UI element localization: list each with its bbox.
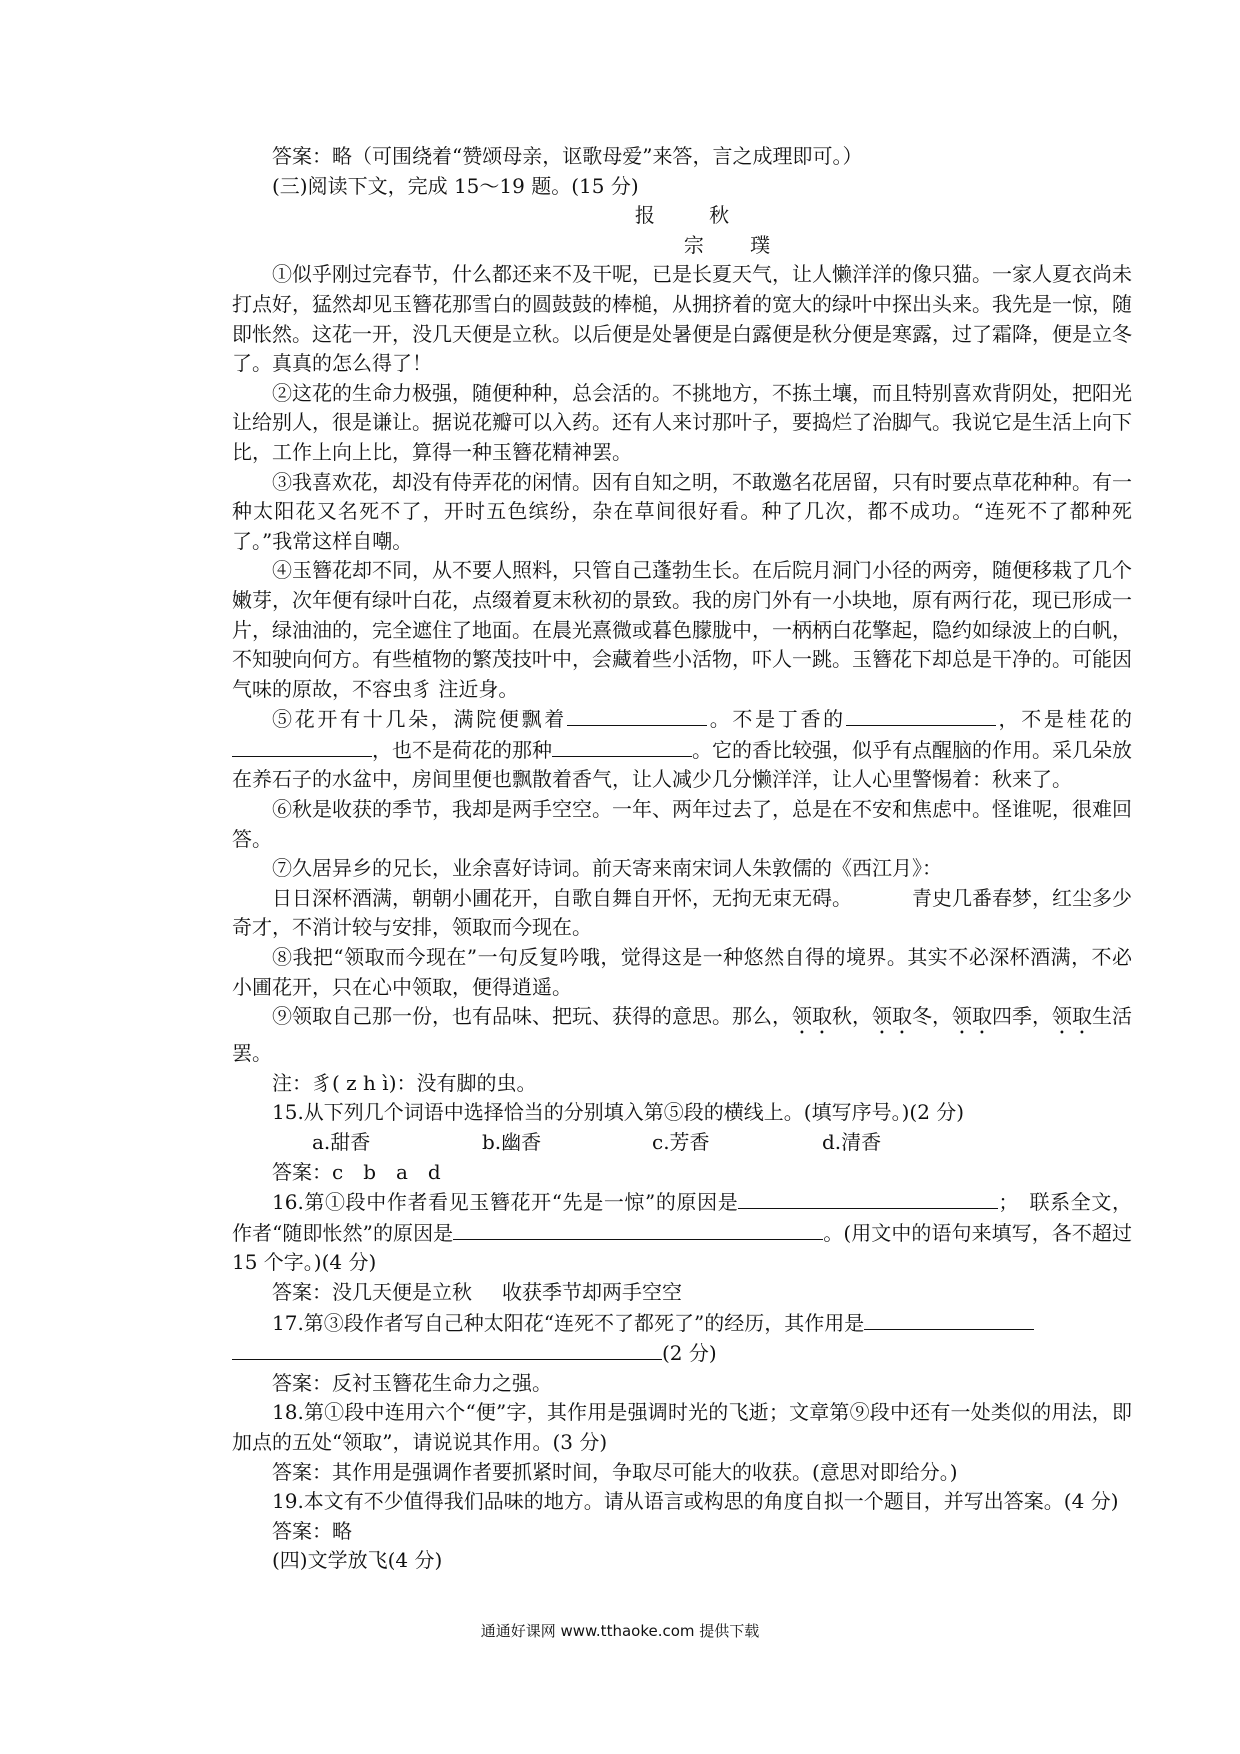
fill-blank-1[interactable] bbox=[567, 704, 707, 726]
paragraph-9-text: 生活罢。 bbox=[232, 1004, 1132, 1066]
question-18: 18.第①段中连用六个“便”字，其作用是强调时光的飞逝；文章第⑨段中还有一处类似的用法，即加点的五处“领取”，请说说其作用。(3 分) bbox=[232, 1400, 1132, 1454]
answer-17: 答案：反衬玉簪花生命力之强。 bbox=[272, 1370, 552, 1395]
fill-blank-3[interactable] bbox=[232, 735, 372, 757]
option-c: c.芳香 bbox=[652, 1130, 710, 1154]
question-15: 15.从下列几个词语中选择恰当的分别填入第⑤段的横线上。(填写序号。)(2 分) bbox=[272, 1100, 965, 1125]
paragraph-5-text: ，也不是荷花的那种 bbox=[372, 737, 552, 762]
dotted-lingqu: 领取 bbox=[872, 1004, 912, 1029]
question-16-text: 16.第①段中作者看见玉簪花开“先是一惊”的原因是 bbox=[272, 1190, 739, 1215]
paragraph-2: ②这花的生命力极强，随便种种，总会活的。不挑地方，不拣土壤，而且特别喜欢背阴处，把阳光让给别人，很是谦让。据说花瓣可以入药。还有人来讨那叶子，要捣烂了治脚气。我说它是生活上向下比，工作上向上比，算得一种玉簪花精神罢。 bbox=[232, 380, 1132, 464]
paragraph-9-text: 秋， bbox=[832, 1004, 872, 1029]
answer-19: 答案：略 bbox=[272, 1518, 352, 1543]
article-author: 宗 璞 bbox=[683, 232, 791, 257]
paragraph-7: ⑦久居异乡的兄长，业余喜好诗词。前天寄来南宋词人朱敦儒的《西江月》： bbox=[272, 856, 942, 881]
answer-blank-16-2[interactable] bbox=[453, 1218, 823, 1240]
question-16 bbox=[232, 1187, 1132, 1278]
question-16-text: 。(用文中的语句来填写，各不超过 15 个字。)(4 分) bbox=[232, 1220, 1132, 1275]
paragraph-4: ④玉簪花却不同，从不要人照料，只管自己蓬勃生长。在后院月洞门小径的两旁，随便移栽了几个嫩芽，次年便有绿叶白花，点缀着夏末秋初的景致。我的房门外有一小块地，原有两行花，现已形成一片，绿油油的，完全遮住了地面。在晨光熹微或暮色朦胧中，一柄柄白花擎起，隐约如绿波上的白帆，不知驶向何方。有些植物的繁茂技叶中，会藏着些小活物，吓人一跳。玉簪花下却总是干净的。可能因气味的原故，不容虫豸 注近身。 bbox=[232, 558, 1132, 701]
question-16-text: ； 联系全文，作者“随即怅然”的原因是 bbox=[232, 1190, 1132, 1245]
question-17-cont bbox=[232, 1338, 1132, 1369]
paragraph-5-text: 。它的香比较强，似乎有点醒脑的作用。采几朵放在养石子的水盆中，房间里便也飘散着香气，让人减少几分懒洋洋，让人心里警惕着：秋来了。 bbox=[232, 737, 1132, 792]
section-3-intro: (三)阅读下文，完成 15～19 题。(15 分) bbox=[272, 173, 639, 198]
answer-blank-16-1[interactable] bbox=[738, 1187, 998, 1209]
paragraph-6: ⑥秋是收获的季节，我却是两手空空。一年、两年过去了，总是在不安和焦虑中。怪谁呢，很难回答。 bbox=[232, 797, 1132, 851]
dotted-lingqu: 领取 bbox=[792, 1004, 832, 1029]
section-4-heading: (四)文学放飞(4 分) bbox=[272, 1548, 443, 1573]
paragraph-8: ⑧我把“领取而今现在”一句反复吟哦，觉得这是一种悠然自得的境界。其实不必深杯酒满，不必小圃花开，只在心中领取，便得逍遥。 bbox=[232, 945, 1132, 999]
poem-line-2: 青史几番春梦，红尘多少奇才，不消计较与安排，领取而今现在。 bbox=[232, 885, 1132, 940]
dotted-lingqu: 领取 bbox=[1052, 1004, 1092, 1029]
paragraph-3: ③我喜欢花，却没有侍弄花的闲情。因有自知之明，不敢邀名花居留，只有时要点草花种种。有一种太阳花又名死不了，开时五色缤纷，杂在草间很好看。种了几次，都不成功。“连死不了都种死了。”我常这样自嘲。 bbox=[232, 469, 1132, 553]
answer-16-part-1: 答案：没几天便是立秋 bbox=[272, 1279, 472, 1304]
question-15-options bbox=[232, 1128, 1132, 1158]
paragraph-9 bbox=[232, 1002, 1132, 1069]
paragraph-5-text: ，不是桂花的 bbox=[995, 707, 1133, 732]
paragraph-1: ①似乎刚过完春节，什么都还来不及干呢，已是长夏天气，让人懒洋洋的像只猫。一家人夏衣尚未打点好，猛然却见玉簪花那雪白的圆鼓鼓的棒槌，从拥挤着的宽大的绿叶中探出头来。我先是一惊，随即怅然。这花一开，没几天便是立秋。以后便是处暑便是白露便是秋分便是寒露，过了霜降，便是立冬了。真真的怎么得了！ bbox=[232, 262, 1132, 376]
fill-blank-2[interactable] bbox=[846, 704, 996, 726]
answer-blank-17-1[interactable] bbox=[864, 1308, 1034, 1330]
paragraph-5-text: 。不是丁香的 bbox=[707, 707, 846, 732]
poem-line-1: 日日深杯酒满，朝朝小圃花开，自歌自舞自开怀，无拘无束无碍。 bbox=[272, 885, 852, 910]
paragraph-9-text: 冬， bbox=[912, 1004, 952, 1029]
answer-15: 答案：c b a d bbox=[272, 1159, 441, 1184]
answer-16 bbox=[232, 1278, 1132, 1308]
paragraph-5-text: ⑤花开有十几朵，满院便飘着 bbox=[272, 707, 567, 732]
paragraph-5 bbox=[232, 704, 1132, 795]
footnote: 注：豸( z h ì)：没有脚的虫。 bbox=[272, 1070, 537, 1095]
question-19: 19.本文有不少值得我们品味的地方。请从语言或构思的角度自拟一个题目，并写出答案。(4 分) bbox=[272, 1489, 1119, 1514]
question-17-score: (2 分) bbox=[662, 1341, 717, 1366]
answer-blank-17-2[interactable] bbox=[232, 1338, 662, 1360]
paragraph-9-text: ⑨领取自己那一份，也有品味、把玩、获得的意思。那么， bbox=[272, 1004, 792, 1029]
fill-blank-4[interactable] bbox=[552, 735, 692, 757]
paragraph-9-text: 四季， bbox=[992, 1004, 1052, 1029]
answer-previous: 答案：略（可围绕着“赞颂母亲，讴歌母爱”来答，言之成理即可。） bbox=[272, 144, 863, 168]
question-17 bbox=[232, 1308, 1132, 1339]
option-a: a.甜香 bbox=[312, 1130, 371, 1154]
option-d: d.清香 bbox=[822, 1130, 882, 1154]
answer-18: 答案：其作用是强调作者要抓紧时间，争取尽可能大的收获。(意思对即给分。) bbox=[272, 1459, 958, 1484]
option-b: b.幽香 bbox=[482, 1130, 542, 1154]
answer-16-part-2: 收获季节却两手空空 bbox=[502, 1279, 682, 1304]
document-page bbox=[232, 142, 1132, 1576]
article-title: 报 秋 bbox=[634, 203, 754, 228]
dotted-lingqu: 领取 bbox=[952, 1004, 992, 1029]
footer-source: 通通好课网 www.tthaoke.com 提供下载 bbox=[480, 1622, 760, 1640]
poem bbox=[232, 884, 1132, 943]
question-17-text: 17.第③段作者写自己种太阳花“连死不了都死了”的经历，其作用是 bbox=[272, 1310, 865, 1335]
